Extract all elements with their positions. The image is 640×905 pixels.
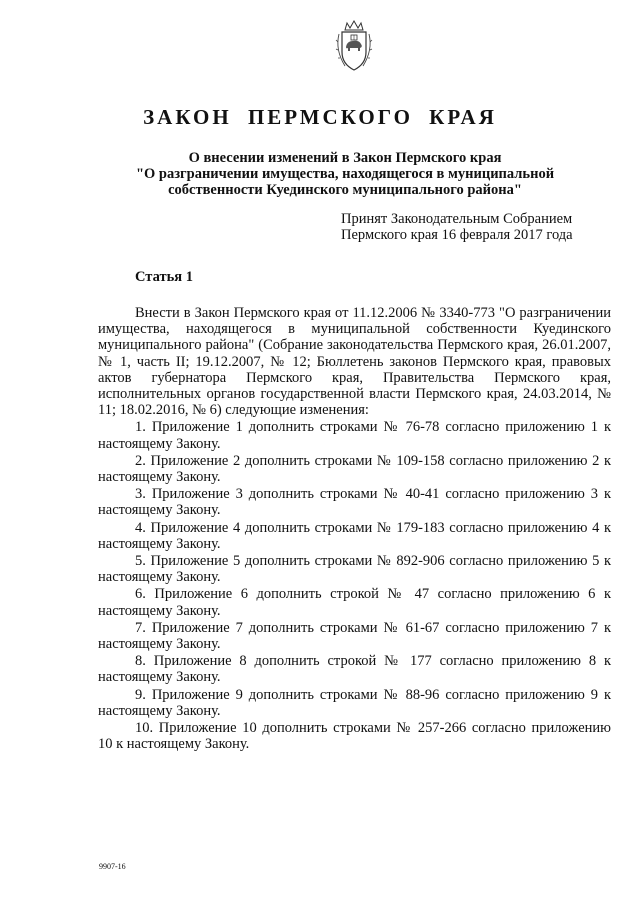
amendment-item: 1. Приложение 1 дополнить строками № 76-78 согласно приложению 1 к настоящему Закону. (98, 419, 611, 452)
amendment-item: 4. Приложение 4 дополнить строками № 179-183 согласно приложению 4 к настоящему Закону. (98, 519, 611, 552)
article-heading: Статья 1 (135, 269, 193, 285)
adoption-line: Принят Законодательным Собранием (341, 211, 573, 227)
adoption-note (341, 211, 573, 243)
law-title: ЗАКОН ПЕРМСКОГО КРАЯ (143, 105, 497, 129)
amendment-item: 6. Приложение 6 дополнить строкой № 47 согласно приложению 6 к настоящему Закону. (98, 586, 611, 619)
amendment-item: 2. Приложение 2 дополнить строками № 109-158 согласно приложению 2 к настоящему Закону. (98, 452, 611, 486)
subtitle-line: "О разграничении имущества, находящегося в муниципальной (135, 166, 555, 182)
amendment-item: 9. Приложение 9 дополнить строками № 88-96 согласно приложению 9 к настоящему Закону. (98, 686, 611, 719)
subtitle-line: О внесении изменений в Закон Пермского края (188, 150, 502, 166)
amendment-item: 8. Приложение 8 дополнить строкой № 177 согласно приложению 8 к настоящему Закону. (98, 653, 611, 686)
perm-krai-coat-of-arms-icon (333, 20, 375, 72)
amendment-item: 10. Приложение 10 дополнить строками № 257-266 согласно приложению 10 к настоящему Закону. (98, 720, 611, 753)
document-code: 9907-16 (99, 862, 126, 871)
subtitle-line: собственности Куединского муниципального района" (168, 182, 522, 198)
amendment-item: 7. Приложение 7 дополнить строками № 61-67 согласно приложению 7 к настоящему Закону. (98, 619, 611, 653)
article-intro: Внести в Закон Пермского края от 11.12.2006 № 3340-773 "О разграничении имущества, находящегося в муниципальной собственности Куединского муниципального района" (Собрание законодательства Пермского края, 26.01.2007, № 1, часть II; 19.12.2007, № 12; Бюллетень законов Пермского края, правовых актов губернатора Пермского края, Правительства Пермского края, исполнительных органов государственной власти Пермского края, 24.03.2014, № 11; 18.02.2016, № 6) следующие изменения: (98, 305, 611, 419)
amendment-item: 5. Приложение 5 дополнить строками № 892-906 согласно приложению 5 к настоящему Закону. (98, 553, 611, 586)
law-subtitle (120, 150, 570, 198)
adoption-line: Пермского края 16 февраля 2017 года (341, 227, 573, 243)
amendment-item: 3. Приложение 3 дополнить строками № 40-41 согласно приложению 3 к настоящему Закону. (98, 486, 611, 519)
article-body (98, 305, 611, 752)
